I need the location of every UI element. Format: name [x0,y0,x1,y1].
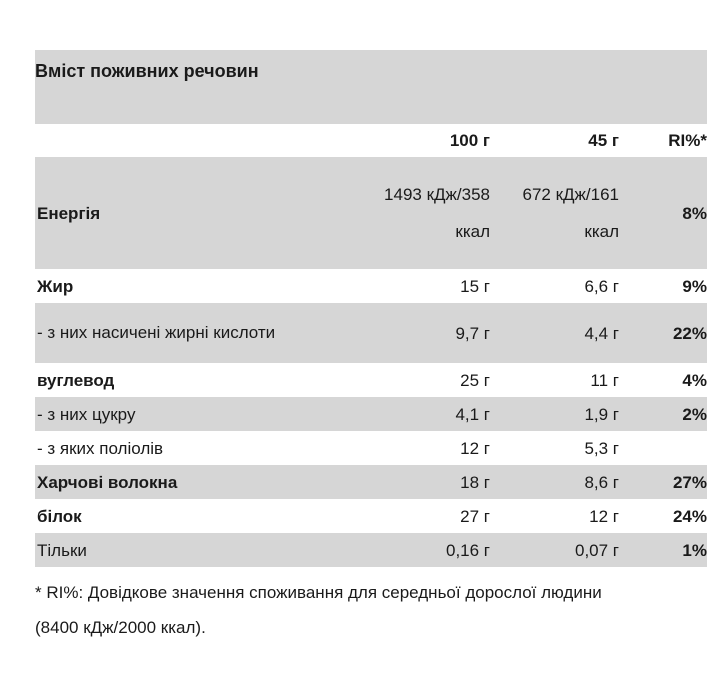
value-per-45g: 12 г [589,506,619,526]
ri-value: 24% [672,506,707,526]
ri-value: 9% [682,276,707,296]
table-title-row [35,50,707,124]
value-per-100g: 0,16 г [357,533,498,567]
nutrient-name: Тільки [35,533,357,567]
table-row [35,533,707,567]
value-per-100g: 27 г [460,506,490,526]
table-row [35,363,707,397]
value-per-100g: 9,7 г [357,303,498,363]
nutrient-name: білок [37,506,82,526]
value-per-45g: 8,6 г [498,465,627,499]
header-ri: RI%* [668,131,707,150]
ri-value: 2% [627,397,707,431]
nutrition-table [35,50,707,567]
header-empty [35,124,357,157]
value-per-100g: 15 г [460,276,490,296]
ri-value: 8% [627,157,707,269]
value-per-45g: 672 кДж/161 ккал [498,157,627,269]
value-per-45g: 4,4 г [498,303,627,363]
table-header-row [35,124,707,157]
header-per-100g: 100 г [449,131,490,150]
table-row [35,157,707,269]
ri-value: 22% [627,303,707,363]
nutrient-name: - з них насичені жирні кислоти [35,303,357,363]
header-per-45g: 45 г [588,131,619,150]
nutrient-name: - з них цукру [35,397,357,431]
value-per-100g: 25 г [460,370,490,390]
table-row [35,269,707,303]
ri-value: 27% [627,465,707,499]
value-per-100g: 12 г [460,438,490,458]
value-per-45g: 6,6 г [584,276,619,296]
nutrient-name: Енергія [35,157,357,269]
value-per-45g: 0,07 г [498,533,627,567]
nutrition-panel [35,50,707,645]
table-row [35,465,707,499]
value-per-45g: 5,3 г [584,438,619,458]
footnote: * RI%: Довідкове значення споживання для середньої дорослої людини (8400 кДж/2000 ккал). [35,583,602,637]
table-title: Вміст поживних речовин [35,50,707,124]
value-per-45g: 1,9 г [498,397,627,431]
nutrient-name: - з яких поліолів [37,438,164,458]
value-per-100g: 4,1 г [357,397,498,431]
table-row [35,499,707,533]
table-row [35,303,707,363]
value-per-100g: 1493 кДж/358 ккал [357,157,498,269]
value-per-100g: 18 г [357,465,498,499]
ri-value [627,431,707,465]
nutrient-name: вуглевод [37,370,115,390]
nutrient-name: Харчові волокна [35,465,357,499]
table-row [35,431,707,465]
value-per-45g: 11 г [590,370,619,390]
ri-value: 4% [682,370,707,390]
table-row [35,397,707,431]
ri-value: 1% [627,533,707,567]
nutrient-name: Жир [37,276,74,296]
